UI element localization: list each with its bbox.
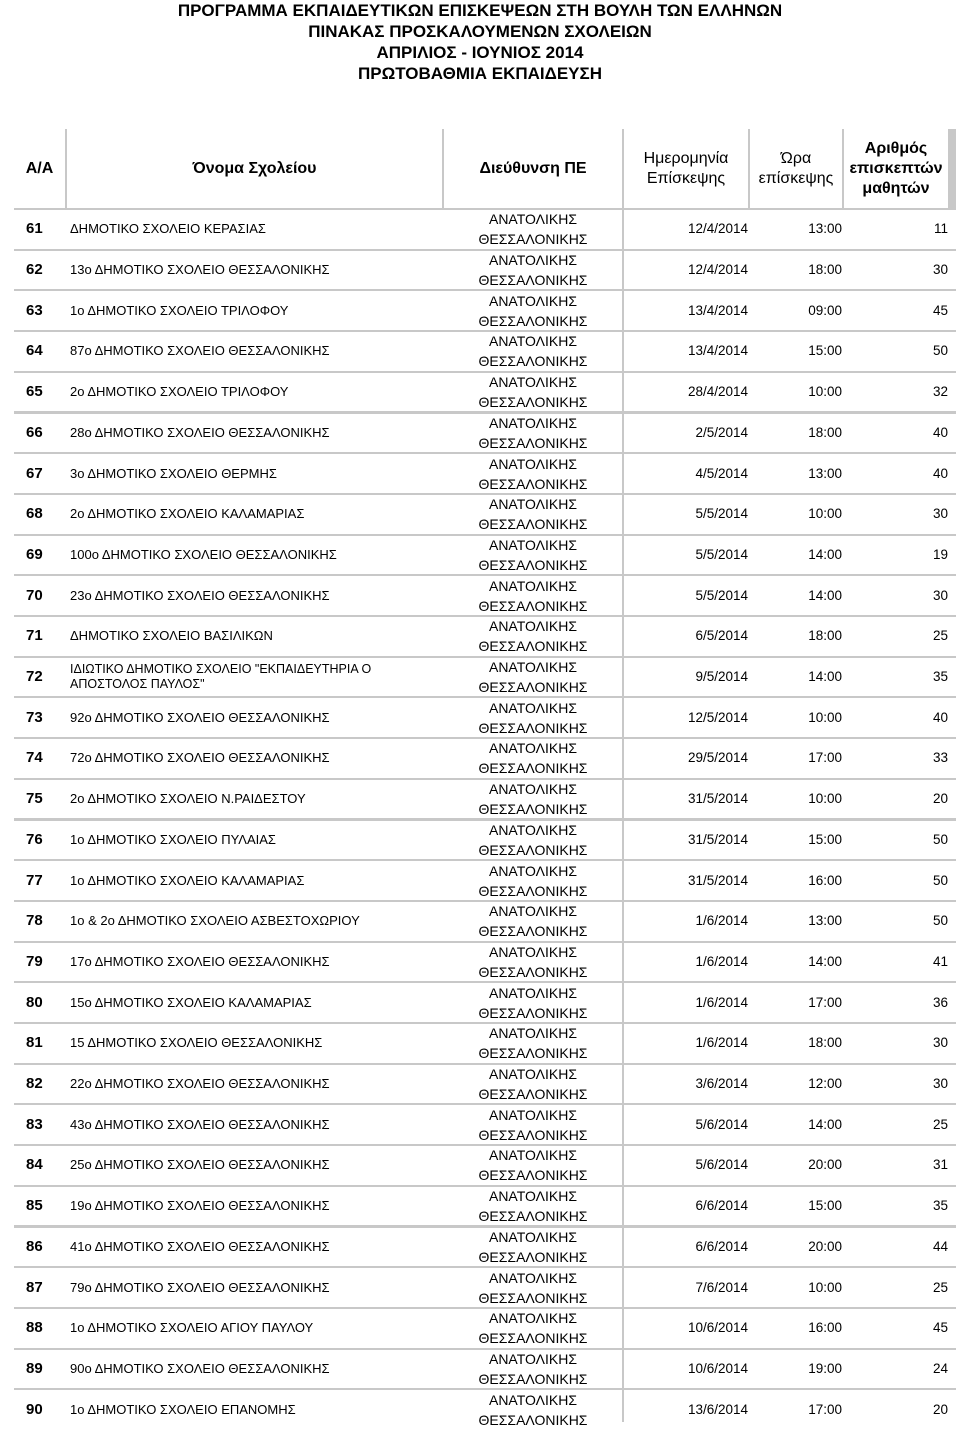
header-visit-time-line: επίσκεψης [758, 169, 834, 187]
row-aa: 63 [14, 291, 77, 330]
row-aa: 72 [14, 658, 77, 697]
row-visit-time: 17:00 [750, 983, 864, 1022]
row-directorate [444, 1146, 622, 1185]
row-directorate [444, 1187, 622, 1226]
row-visit-date: 9/5/2014 [624, 658, 750, 697]
row-visit-time: 17:00 [750, 1390, 864, 1429]
row-visit-date: 10/6/2014 [624, 1350, 750, 1389]
row-school-name: ΔΗΜΟΤΙΚΟ ΣΧΟΛΕΙΟ ΚΕΡΑΣΙΑΣ [67, 210, 445, 249]
row-directorate-line: ΑΝΑΤΟΛΙΚΗΣ [488, 740, 578, 757]
row-school-name: ΔΗΜΟΤΙΚΟ ΣΧΟΛΕΙΟ ΒΑΣΙΛΙΚΩΝ [67, 617, 445, 656]
row-visit-time: 15:00 [750, 1187, 864, 1226]
document-period: ΑΠΡΙΛΙΟΣ - ΙΟΥΝΙΟΣ 2014 [376, 43, 584, 62]
row-visitor-count: 30 [844, 1024, 958, 1063]
row-directorate-line: ΑΝΑΤΟΛΙΚΗΣ [488, 577, 578, 594]
row-visitor-count: 35 [844, 1187, 958, 1226]
row-directorate-line: ΘΕΣΣΑΛΟΝΙΚΗΣ [478, 1370, 588, 1387]
row-school-name: 13ο ΔΗΜΟΤΙΚΟ ΣΧΟΛΕΙΟ ΘΕΣΣΑΛΟΝΙΚΗΣ [67, 251, 445, 290]
row-visit-time: 18:00 [750, 251, 864, 290]
row-visitor-count: 45 [844, 1309, 958, 1348]
row-visit-date: 5/6/2014 [624, 1105, 750, 1144]
row-directorate-line: ΘΕΣΣΑΛΟΝΙΚΗΣ [478, 516, 588, 533]
row-visit-time: 13:00 [750, 454, 864, 493]
row-visit-date: 5/5/2014 [624, 576, 750, 615]
row-visit-time: 17:00 [750, 739, 864, 778]
row-directorate-line: ΘΕΣΣΑΛΟΝΙΚΗΣ [478, 638, 588, 655]
row-visit-date: 13/4/2014 [624, 291, 750, 330]
row-aa: 65 [14, 373, 77, 412]
document-title-block [0, 0, 960, 84]
row-aa: 80 [14, 983, 77, 1022]
row-visitor-count: 20 [844, 780, 958, 819]
row-visit-date: 5/5/2014 [624, 536, 750, 575]
row-aa: 89 [14, 1350, 77, 1389]
row-visit-date: 12/4/2014 [624, 251, 750, 290]
row-school-name: 1ο ΔΗΜΟΤΙΚΟ ΣΧΟΛΕΙΟ ΤΡΙΛΟΦΟΥ [67, 291, 445, 330]
row-directorate [444, 332, 622, 371]
row-directorate-line: ΘΕΣΣΑΛΟΝΙΚΗΣ [478, 556, 588, 573]
row-visit-time: 10:00 [750, 780, 864, 819]
row-directorate-line: ΑΝΑΤΟΛΙΚΗΣ [488, 1310, 578, 1327]
row-directorate [444, 1228, 622, 1267]
row-aa: 69 [14, 536, 77, 575]
schools-table [14, 129, 956, 1428]
row-directorate-line: ΘΕΣΣΑΛΟΝΙΚΗΣ [478, 1248, 588, 1265]
row-visit-time: 16:00 [750, 861, 864, 900]
row-directorate-line: ΘΕΣΣΑΛΟΝΙΚΗΣ [478, 1330, 588, 1347]
row-visit-date: 5/6/2014 [624, 1146, 750, 1185]
row-directorate-line: ΑΝΑΤΟΛΙΚΗΣ [488, 455, 578, 472]
row-directorate-line: ΑΝΑΤΟΛΙΚΗΣ [488, 903, 578, 920]
row-visit-date: 5/5/2014 [624, 495, 750, 534]
row-visit-time: 13:00 [750, 902, 864, 941]
row-directorate-line: ΘΕΣΣΑΛΟΝΙΚΗΣ [478, 597, 588, 614]
row-visit-date: 2/5/2014 [624, 414, 750, 453]
header-school-name: Όνομα Σχολείου [67, 129, 442, 208]
row-directorate-line: ΘΕΣΣΑΛΟΝΙΚΗΣ [478, 1167, 588, 1184]
row-directorate-line: ΘΕΣΣΑΛΟΝΙΚΗΣ [478, 679, 588, 696]
row-visitor-count: 40 [844, 414, 958, 453]
row-aa: 73 [14, 698, 77, 737]
row-visitor-count: 25 [844, 617, 958, 656]
row-directorate-line: ΑΝΑΤΟΛΙΚΗΣ [488, 1106, 578, 1123]
row-aa: 68 [14, 495, 77, 534]
row-directorate-line: ΑΝΑΤΟΛΙΚΗΣ [488, 1269, 578, 1286]
row-visitor-count: 44 [844, 1228, 958, 1267]
document-subtitle: ΠΙΝΑΚΑΣ ΠΡΟΣΚΑΛΟΥΜΕΝΩΝ ΣΧΟΛΕΙΩΝ [308, 22, 652, 41]
row-visitor-count: 31 [844, 1146, 958, 1185]
document-title: ΠΡΟΓΡΑΜΜΑ ΕΚΠΑΙΔΕΥΤΙΚΩΝ ΕΠΙΣΚΕΨΕΩΝ ΣΤΗ ΒΟΥΛΗ ΤΩΝ ΕΛΛΗΝΩΝ [177, 1, 783, 20]
row-visit-date: 29/5/2014 [624, 739, 750, 778]
row-directorate [444, 861, 622, 900]
row-visit-date: 1/6/2014 [624, 1024, 750, 1063]
row-visit-date: 6/6/2014 [624, 1228, 750, 1267]
row-directorate-line: ΘΕΣΣΑΛΟΝΙΚΗΣ [478, 801, 588, 818]
row-school-name: 1ο ΔΗΜΟΤΙΚΟ ΣΧΟΛΕΙΟ ΑΓΙΟΥ ΠΑΥΛΟΥ [67, 1309, 445, 1348]
row-directorate-line: ΘΕΣΣΑΛΟΝΙΚΗΣ [478, 272, 588, 289]
row-visitor-count: 40 [844, 454, 958, 493]
header-visit-date-line: Ημερομηνία [643, 149, 729, 167]
row-visitor-count: 20 [844, 1390, 958, 1429]
row-directorate-line: ΘΕΣΣΑΛΟΝΙΚΗΣ [478, 1411, 588, 1428]
row-aa: 78 [14, 902, 77, 941]
row-directorate [444, 291, 622, 330]
row-directorate-line: ΘΕΣΣΑΛΟΝΙΚΗΣ [478, 231, 588, 248]
row-visitor-count: 32 [844, 373, 958, 412]
row-visit-date: 6/5/2014 [624, 617, 750, 656]
row-school-name: 41ο ΔΗΜΟΤΙΚΟ ΣΧΟΛΕΙΟ ΘΕΣΣΑΛΟΝΙΚΗΣ [67, 1228, 445, 1267]
row-visitor-count: 35 [844, 658, 958, 697]
row-visitor-count: 19 [844, 536, 958, 575]
row-visit-time: 20:00 [750, 1146, 864, 1185]
row-visit-time: 10:00 [750, 495, 864, 534]
row-aa: 71 [14, 617, 77, 656]
row-directorate-line: ΑΝΑΤΟΛΙΚΗΣ [488, 943, 578, 960]
row-directorate-line: ΑΝΑΤΟΛΙΚΗΣ [488, 536, 578, 553]
row-visitor-count: 40 [844, 698, 958, 737]
row-visit-time: 14:00 [750, 536, 864, 575]
row-directorate-line: ΑΝΑΤΟΛΙΚΗΣ [488, 781, 578, 798]
row-visitor-count: 50 [844, 861, 958, 900]
row-visit-time: 09:00 [750, 291, 864, 330]
row-visit-time: 18:00 [750, 1024, 864, 1063]
header-directorate: Διεύθυνση ΠΕ [444, 129, 622, 208]
row-visitor-count: 30 [844, 576, 958, 615]
header-visitor-count-line: Αριθμός [864, 139, 928, 157]
row-aa: 62 [14, 251, 77, 290]
row-school-name: 1ο & 2ο ΔΗΜΟΤΙΚΟ ΣΧΟΛΕΙΟ ΑΣΒΕΣΤΟΧΩΡΙΟΥ [67, 902, 445, 941]
row-visit-date: 12/4/2014 [624, 210, 750, 249]
row-aa: 67 [14, 454, 77, 493]
row-directorate [444, 1390, 622, 1429]
row-visit-date: 31/5/2014 [624, 861, 750, 900]
row-aa: 84 [14, 1146, 77, 1185]
row-visit-date: 1/6/2014 [624, 943, 750, 982]
header-visitor-count-line: μαθητών [862, 179, 930, 197]
header-visit-time [750, 129, 842, 208]
row-visit-time: 20:00 [750, 1228, 864, 1267]
row-directorate [444, 821, 622, 860]
row-visit-time: 10:00 [750, 1268, 864, 1307]
row-directorate-line: ΑΝΑΤΟΛΙΚΗΣ [488, 252, 578, 269]
row-directorate [444, 983, 622, 1022]
row-directorate-line: ΑΝΑΤΟΛΙΚΗΣ [488, 984, 578, 1001]
row-directorate [444, 495, 622, 534]
row-school-name: 15ο ΔΗΜΟΤΙΚΟ ΣΧΟΛΕΙΟ ΚΑΛΑΜΑΡΙΑΣ [67, 983, 445, 1022]
row-visit-time: 13:00 [750, 210, 864, 249]
row-visitor-count: 36 [844, 983, 958, 1022]
row-directorate-line: ΘΕΣΣΑΛΟΝΙΚΗΣ [478, 1208, 588, 1225]
row-visit-time: 14:00 [750, 576, 864, 615]
row-visitor-count: 30 [844, 1065, 958, 1104]
document-education-level: ΠΡΩΤΟΒΑΘΜΙΑ ΕΚΠΑΙΔΕΥΣΗ [357, 64, 603, 83]
row-aa: 85 [14, 1187, 77, 1226]
row-directorate [444, 1309, 622, 1348]
row-directorate-line: ΘΕΣΣΑΛΟΝΙΚΗΣ [478, 1004, 588, 1021]
row-visit-time: 10:00 [750, 373, 864, 412]
row-visitor-count: 25 [844, 1268, 958, 1307]
row-directorate [444, 902, 622, 941]
row-visit-time: 14:00 [750, 943, 864, 982]
row-school-name: 1ο ΔΗΜΟΤΙΚΟ ΣΧΟΛΕΙΟ ΚΑΛΑΜΑΡΙΑΣ [67, 861, 445, 900]
row-aa: 87 [14, 1268, 77, 1307]
row-directorate-line: ΘΕΣΣΑΛΟΝΙΚΗΣ [478, 719, 588, 736]
row-visit-time: 12:00 [750, 1065, 864, 1104]
header-aa: Α/Α [14, 129, 65, 208]
row-directorate-line: ΘΕΣΣΑΛΟΝΙΚΗΣ [478, 353, 588, 370]
row-visit-date: 6/6/2014 [624, 1187, 750, 1226]
row-visitor-count: 45 [844, 291, 958, 330]
row-directorate-line: ΘΕΣΣΑΛΟΝΙΚΗΣ [478, 1126, 588, 1143]
row-directorate-line: ΑΝΑΤΟΛΙΚΗΣ [488, 1391, 578, 1408]
row-directorate-line: ΑΝΑΤΟΛΙΚΗΣ [488, 1025, 578, 1042]
row-school-name: 87ο ΔΗΜΟΤΙΚΟ ΣΧΟΛΕΙΟ ΘΕΣΣΑΛΟΝΙΚΗΣ [67, 332, 445, 371]
row-aa: 75 [14, 780, 77, 819]
header-visit-time-line: Ώρα [780, 149, 812, 167]
row-directorate-line: ΑΝΑΤΟΛΙΚΗΣ [488, 333, 578, 350]
row-directorate-line: ΑΝΑΤΟΛΙΚΗΣ [488, 862, 578, 879]
header-visitor-count-line: επισκεπτών [849, 159, 943, 177]
row-directorate [444, 1065, 622, 1104]
row-visit-time: 14:00 [750, 1105, 864, 1144]
row-visit-date: 7/6/2014 [624, 1268, 750, 1307]
row-directorate [444, 373, 622, 412]
row-school-name: 2ο ΔΗΜΟΤΙΚΟ ΣΧΟΛΕΙΟ Ν.ΡΑΙΔΕΣΤΟΥ [67, 780, 445, 819]
row-directorate-line: ΘΕΣΣΑΛΟΝΙΚΗΣ [478, 841, 588, 858]
row-directorate-line: ΑΝΑΤΟΛΙΚΗΣ [488, 1147, 578, 1164]
row-visit-time: 15:00 [750, 332, 864, 371]
header-visit-date [624, 129, 748, 208]
row-visitor-count: 30 [844, 495, 958, 534]
row-directorate [444, 1350, 622, 1389]
row-school-name: 19ο ΔΗΜΟΤΙΚΟ ΣΧΟΛΕΙΟ ΘΕΣΣΑΛΟΝΙΚΗΣ [67, 1187, 445, 1226]
row-directorate-line: ΑΝΑΤΟΛΙΚΗΣ [488, 618, 578, 635]
row-visitor-count: 30 [844, 251, 958, 290]
row-directorate [444, 454, 622, 493]
row-school-name: 100ο ΔΗΜΟΤΙΚΟ ΣΧΟΛΕΙΟ ΘΕΣΣΑΛΟΝΙΚΗΣ [67, 536, 445, 575]
row-directorate [444, 698, 622, 737]
row-directorate [444, 943, 622, 982]
row-directorate-line: ΑΝΑΤΟΛΙΚΗΣ [488, 1350, 578, 1367]
row-school-name: 15 ΔΗΜΟΤΙΚΟ ΣΧΟΛΕΙΟ ΘΕΣΣΑΛΟΝΙΚΗΣ [67, 1024, 445, 1063]
row-visit-date: 4/5/2014 [624, 454, 750, 493]
row-directorate-line: ΑΝΑΤΟΛΙΚΗΣ [488, 374, 578, 391]
row-directorate-line: ΘΕΣΣΑΛΟΝΙΚΗΣ [478, 1045, 588, 1062]
row-directorate-line: ΘΕΣΣΑΛΟΝΙΚΗΣ [478, 434, 588, 451]
row-visit-date: 1/6/2014 [624, 983, 750, 1022]
row-aa: 86 [14, 1228, 77, 1267]
row-directorate [444, 1024, 622, 1063]
row-directorate-line: ΑΝΑΤΟΛΙΚΗΣ [488, 211, 578, 228]
row-aa: 88 [14, 1309, 77, 1348]
row-directorate-line: ΘΕΣΣΑΛΟΝΙΚΗΣ [478, 760, 588, 777]
row-directorate-line: ΑΝΑΤΟΛΙΚΗΣ [488, 821, 578, 838]
row-school-name: 92ο ΔΗΜΟΤΙΚΟ ΣΧΟΛΕΙΟ ΘΕΣΣΑΛΟΝΙΚΗΣ [67, 698, 445, 737]
row-directorate-line: ΑΝΑΤΟΛΙΚΗΣ [488, 659, 578, 676]
row-visitor-count: 50 [844, 902, 958, 941]
row-directorate [444, 739, 622, 778]
row-visit-date: 31/5/2014 [624, 821, 750, 860]
row-directorate-line: ΑΝΑΤΟΛΙΚΗΣ [488, 496, 578, 513]
row-school-name: 17ο ΔΗΜΟΤΙΚΟ ΣΧΟΛΕΙΟ ΘΕΣΣΑΛΟΝΙΚΗΣ [67, 943, 445, 982]
row-aa: 74 [14, 739, 77, 778]
row-school-name: 1ο ΔΗΜΟΤΙΚΟ ΣΧΟΛΕΙΟ ΠΥΛΑΙΑΣ [67, 821, 445, 860]
row-visitor-count: 50 [844, 821, 958, 860]
row-visit-time: 18:00 [750, 617, 864, 656]
row-directorate [444, 617, 622, 656]
row-directorate [444, 576, 622, 615]
row-school-name: 2ο ΔΗΜΟΤΙΚΟ ΣΧΟΛΕΙΟ ΚΑΛΑΜΑΡΙΑΣ [67, 495, 445, 534]
row-directorate [444, 414, 622, 453]
header-visit-date-line: Επίσκεψης [646, 169, 726, 187]
row-aa: 66 [14, 414, 77, 453]
row-visit-date: 28/4/2014 [624, 373, 750, 412]
row-visit-time: 19:00 [750, 1350, 864, 1389]
row-directorate [444, 536, 622, 575]
row-aa: 70 [14, 576, 77, 615]
row-directorate [444, 780, 622, 819]
row-directorate-line: ΑΝΑΤΟΛΙΚΗΣ [488, 1228, 578, 1245]
row-school-name: 43ο ΔΗΜΟΤΙΚΟ ΣΧΟΛΕΙΟ ΘΕΣΣΑΛΟΝΙΚΗΣ [67, 1105, 445, 1144]
row-directorate-line: ΘΕΣΣΑΛΟΝΙΚΗΣ [478, 1086, 588, 1103]
row-visit-date: 31/5/2014 [624, 780, 750, 819]
row-directorate [444, 1268, 622, 1307]
row-directorate-line: ΑΝΑΤΟΛΙΚΗΣ [488, 1066, 578, 1083]
row-directorate-line: ΑΝΑΤΟΛΙΚΗΣ [488, 414, 578, 431]
row-school-name: 90ο ΔΗΜΟΤΙΚΟ ΣΧΟΛΕΙΟ ΘΕΣΣΑΛΟΝΙΚΗΣ [67, 1350, 445, 1389]
row-school-name: 22ο ΔΗΜΟΤΙΚΟ ΣΧΟΛΕΙΟ ΘΕΣΣΑΛΟΝΙΚΗΣ [67, 1065, 445, 1104]
row-directorate-line: ΘΕΣΣΑΛΟΝΙΚΗΣ [478, 882, 588, 899]
row-aa: 82 [14, 1065, 77, 1104]
row-aa: 77 [14, 861, 77, 900]
row-visit-date: 1/6/2014 [624, 902, 750, 941]
row-visit-time: 16:00 [750, 1309, 864, 1348]
row-school-name: 28ο ΔΗΜΟΤΙΚΟ ΣΧΟΛΕΙΟ ΘΕΣΣΑΛΟΝΙΚΗΣ [67, 414, 445, 453]
row-directorate-line: ΘΕΣΣΑΛΟΝΙΚΗΣ [478, 963, 588, 980]
row-aa: 61 [14, 210, 77, 249]
row-visitor-count: 11 [844, 210, 958, 249]
row-directorate-line: ΑΝΑΤΟΛΙΚΗΣ [488, 292, 578, 309]
row-school-name: 3ο ΔΗΜΟΤΙΚΟ ΣΧΟΛΕΙΟ ΘΕΡΜΗΣ [67, 454, 445, 493]
row-visit-date: 3/6/2014 [624, 1065, 750, 1104]
row-visitor-count: 50 [844, 332, 958, 371]
row-directorate-line: ΑΝΑΤΟΛΙΚΗΣ [488, 1188, 578, 1205]
row-school-name: 72ο ΔΗΜΟΤΙΚΟ ΣΧΟΛΕΙΟ ΘΕΣΣΑΛΟΝΙΚΗΣ [67, 739, 445, 778]
row-visitor-count: 41 [844, 943, 958, 982]
row-directorate-line: ΘΕΣΣΑΛΟΝΙΚΗΣ [478, 394, 588, 411]
row-directorate-line: ΘΕΣΣΑΛΟΝΙΚΗΣ [478, 923, 588, 940]
row-visit-time: 10:00 [750, 698, 864, 737]
row-visitor-count: 25 [844, 1105, 958, 1144]
row-visit-time: 15:00 [750, 821, 864, 860]
row-visit-date: 10/6/2014 [624, 1309, 750, 1348]
row-aa: 79 [14, 943, 77, 982]
row-visitor-count: 24 [844, 1350, 958, 1389]
row-aa: 64 [14, 332, 77, 371]
row-school-name: 79ο ΔΗΜΟΤΙΚΟ ΣΧΟΛΕΙΟ ΘΕΣΣΑΛΟΝΙΚΗΣ [67, 1268, 445, 1307]
row-directorate-line: ΘΕΣΣΑΛΟΝΙΚΗΣ [478, 312, 588, 329]
row-school-name: 2ο ΔΗΜΟΤΙΚΟ ΣΧΟΛΕΙΟ ΤΡΙΛΟΦΟΥ [67, 373, 445, 412]
row-visitor-count: 33 [844, 739, 958, 778]
row-aa: 81 [14, 1024, 77, 1063]
row-directorate-line: ΘΕΣΣΑΛΟΝΙΚΗΣ [478, 1289, 588, 1306]
row-aa: 90 [14, 1390, 77, 1429]
row-school-name: 1ο ΔΗΜΟΤΙΚΟ ΣΧΟΛΕΙΟ ΕΠΑΝΟΜΗΣ [67, 1390, 445, 1429]
row-visit-date: 13/6/2014 [624, 1390, 750, 1429]
row-directorate-line: ΘΕΣΣΑΛΟΝΙΚΗΣ [478, 475, 588, 492]
row-directorate [444, 251, 622, 290]
header-visitor-count [844, 129, 948, 208]
row-visit-time: 14:00 [750, 658, 864, 697]
row-aa: 76 [14, 821, 77, 860]
row-school-name: ΙΔΙΩΤΙΚΟ ΔΗΜΟΤΙΚΟ ΣΧΟΛΕΙΟ "ΕΚΠΑΙΔΕΥΤΗΡΙΑ Ο ΑΠΟΣΤΟΛΟΣ ΠΑΥΛΟΣ" [67, 658, 445, 697]
row-directorate [444, 658, 622, 697]
row-directorate [444, 1105, 622, 1144]
row-visit-time: 18:00 [750, 414, 864, 453]
row-directorate-line: ΑΝΑΤΟΛΙΚΗΣ [488, 699, 578, 716]
row-visit-date: 12/5/2014 [624, 698, 750, 737]
row-directorate [444, 210, 622, 249]
row-school-name: 23ο ΔΗΜΟΤΙΚΟ ΣΧΟΛΕΙΟ ΘΕΣΣΑΛΟΝΙΚΗΣ [67, 576, 445, 615]
row-visit-date: 13/4/2014 [624, 332, 750, 371]
row-school-name: 25ο ΔΗΜΟΤΙΚΟ ΣΧΟΛΕΙΟ ΘΕΣΣΑΛΟΝΙΚΗΣ [67, 1146, 445, 1185]
row-aa: 83 [14, 1105, 77, 1144]
